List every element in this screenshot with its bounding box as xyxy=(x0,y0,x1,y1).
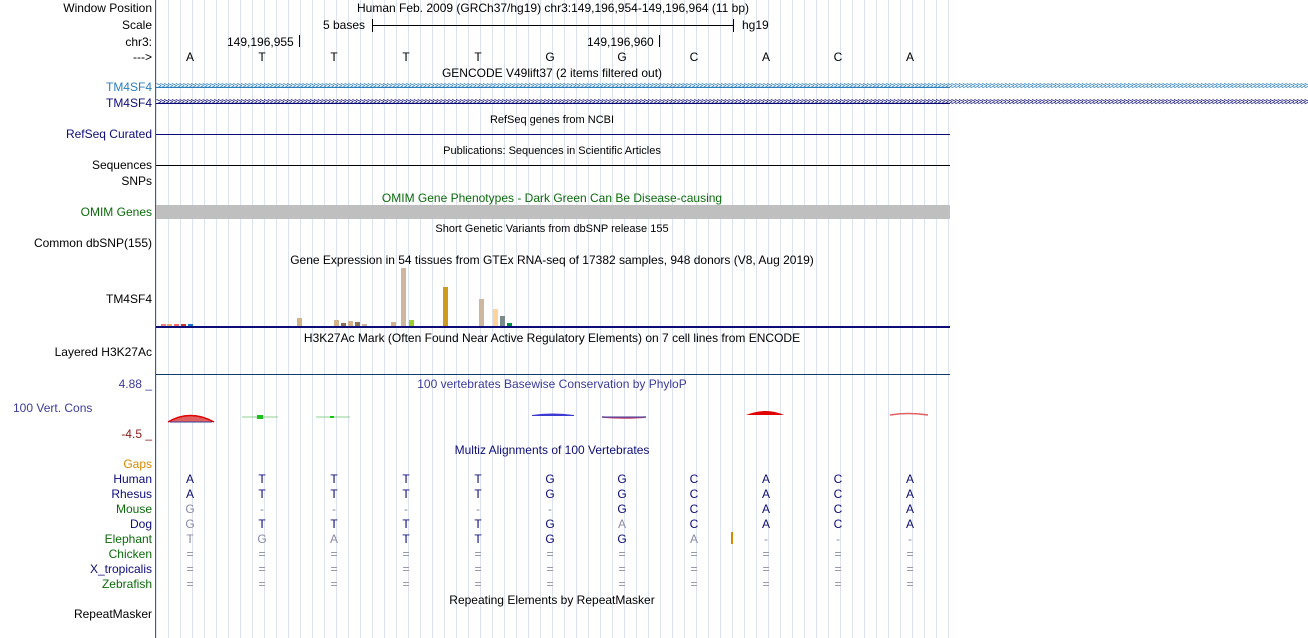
alignment-base: A xyxy=(329,532,338,546)
alignment-base: = xyxy=(186,562,194,576)
gencode-item-2-arrows: >>>>>>>>>>>>>>>>>>>>>>>>>>>>>>>>>>>>>>>>>>>>>>>>>>>>>>>>>>>>>>>>>>>>>>>>>>>>>>>>>>>>>>>>>>>>>>>>>>>>>>>>>>>>>>>>>>>>>>>>>>>>>>>>>>>>>>>>>>>>>>>>>>>>>>>>>>>>>>>>>>>>>>>>>>>>>>>>>>>>>>>>>>>>>>>>>>>>>>>>>>>>>>>>>>>>>>>>>>>>>>>>>>>>>>>>>>>>>>>>>>>>>>>>>>>>>>>>>>>>>>>>>>>>>>>>>>>>>>>>>>>>>>>>>>>>>>>>>>>> xyxy=(156,97,1308,108)
alignment-base: A xyxy=(689,532,698,546)
pos-tick-1: 149,196,955 xyxy=(227,35,294,49)
phylop-peak xyxy=(168,416,214,423)
alignment-base: = xyxy=(618,562,626,576)
pos-tick-2: 149,196,960 xyxy=(587,35,654,49)
alignment-base: = xyxy=(690,562,698,576)
gencode-item-1-arrows: >>>>>>>>>>>>>>>>>>>>>>>>>>>>>>>>>>>>>>>>>>>>>>>>>>>>>>>>>>>>>>>>>>>>>>>>>>>>>>>>>>>>>>>>>>>>>>>>>>>>>>>>>>>>>>>>>>>>>>>>>>>>>>>>>>>>>>>>>>>>>>>>>>>>>>>>>>>>>>>>>>>>>>>>>>>>>>>>>>>>>>>>>>>>>>>>>>>>>>>>>>>>>>>>>>>>>>>>>>>>>>>>>>>>>>>>>>>>>>>>>>>>>>>>>>>>>>>>>>>>>>>>>>>>>>>>>>>>>>>>>>>>>>>>>>>>>>>>>>>> xyxy=(156,81,1308,92)
alignment-base: - xyxy=(908,532,912,546)
reference-base: G xyxy=(545,50,555,64)
alignment-base: A xyxy=(761,487,770,501)
alignment-base: T xyxy=(402,532,410,546)
sequences-label[interactable]: Sequences xyxy=(91,158,152,172)
alignment-base: = xyxy=(402,547,410,561)
alignment-base: C xyxy=(833,517,843,531)
reference-base: C xyxy=(833,50,843,64)
phylop-bar xyxy=(257,415,263,419)
gtex-label[interactable]: TM4SF4 xyxy=(105,292,152,306)
phylop-max-label: 4.88 _ xyxy=(118,377,152,391)
alignment-base: G xyxy=(545,517,555,531)
species-label[interactable]: Chicken xyxy=(108,547,152,561)
alignment-base: G xyxy=(617,502,627,516)
alignment-base: T xyxy=(474,532,482,546)
alignment-base: G xyxy=(617,487,627,501)
h3k27ac-baseline xyxy=(156,374,950,375)
alignment-base: - xyxy=(476,502,480,516)
alignment-base: = xyxy=(474,577,482,591)
alignment-base: G xyxy=(617,532,627,546)
alignment-base: = xyxy=(834,577,842,591)
phylop-wiggle[interactable] xyxy=(156,405,950,429)
omim-label[interactable]: OMIM Genes xyxy=(80,205,152,219)
gtex-title: Gene Expression in 54 tissues from GTEx RNA-seq of 17382 samples, 948 donors (V8, Aug 2019) xyxy=(290,253,814,267)
reference-base: C xyxy=(689,50,699,64)
gtex-tissue-bar[interactable] xyxy=(500,316,505,326)
scale-bar xyxy=(372,25,733,26)
alignment-base: = xyxy=(258,562,266,576)
gtex-tissue-bar[interactable] xyxy=(493,309,498,326)
window-position-label: Window Position xyxy=(63,1,152,15)
alignment-base: G xyxy=(545,532,555,546)
dbsnp-label[interactable]: Common dbSNP(155) xyxy=(33,236,152,250)
alignment-base: = xyxy=(330,547,338,561)
species-label[interactable]: Mouse xyxy=(115,502,152,516)
alignment-base: G xyxy=(185,502,195,516)
alignment-base: = xyxy=(906,562,914,576)
alignment-base: = xyxy=(402,562,410,576)
reference-base: T xyxy=(474,50,482,64)
gtex-chart[interactable] xyxy=(156,268,950,328)
alignment-base: = xyxy=(186,547,194,561)
alignment-base: A xyxy=(905,502,914,516)
alignment-base: = xyxy=(762,547,770,561)
alignment-base: T xyxy=(402,487,410,501)
phylop-trace xyxy=(890,414,928,416)
alignment-base: = xyxy=(330,577,338,591)
alignment-base: = xyxy=(690,547,698,561)
repeatmasker-label[interactable]: RepeatMasker xyxy=(73,607,152,621)
alignment-base: G xyxy=(617,472,627,486)
reference-base: A xyxy=(761,50,770,64)
alignment-base: A xyxy=(761,472,770,486)
alignment-base: T xyxy=(474,472,482,486)
gtex-tissue-bar[interactable] xyxy=(479,299,484,326)
alignment-base: G xyxy=(545,487,555,501)
species-label[interactable]: Zebrafish xyxy=(101,577,152,591)
alignment-base: A xyxy=(905,517,914,531)
gaps-label: Gaps xyxy=(123,457,152,471)
alignment-base: = xyxy=(186,577,194,591)
gencode-title: GENCODE V49lift37 (2 items filtered out) xyxy=(441,66,663,80)
gtex-tissue-bar[interactable] xyxy=(443,287,448,326)
refseq-line[interactable] xyxy=(156,134,950,135)
alignment-base: - xyxy=(836,532,840,546)
alignment-base: = xyxy=(906,547,914,561)
omim-title: OMIM Gene Phenotypes - Dark Green Can Be Disease-causing xyxy=(381,191,723,205)
refseq-title: RefSeq genes from NCBI xyxy=(489,114,615,126)
alignment-base: A xyxy=(617,517,626,531)
alignment-base: T xyxy=(258,517,266,531)
alignment-base: = xyxy=(330,562,338,576)
alignment-base: T xyxy=(330,472,338,486)
alignment-base: C xyxy=(689,517,699,531)
alignment-base: = xyxy=(834,547,842,561)
phylop-label[interactable]: 100 Vert. Cons xyxy=(13,401,93,415)
chrom-label: chr3: xyxy=(125,35,152,49)
reference-base: T xyxy=(258,50,266,64)
publications-title: Publications: Sequences in Scientific Articles xyxy=(443,145,661,157)
species-label[interactable]: Dog xyxy=(129,517,152,531)
scale-text: 5 bases xyxy=(323,18,366,32)
alignment-base: G xyxy=(545,472,555,486)
species-label[interactable]: X_tropicalis xyxy=(89,562,152,576)
species-label[interactable]: Human xyxy=(113,472,152,486)
alignment-base: = xyxy=(618,577,626,591)
omim-bar[interactable] xyxy=(156,205,950,219)
gap-marker xyxy=(731,532,733,544)
alignment-base: C xyxy=(833,472,843,486)
species-label[interactable]: Elephant xyxy=(104,532,152,546)
phylop-min-label: -4.5 _ xyxy=(121,427,152,441)
phylop-peak xyxy=(746,411,784,415)
sequences-line[interactable] xyxy=(156,165,950,166)
pos-tick-mark-2 xyxy=(659,35,660,47)
alignment-base: = xyxy=(906,577,914,591)
pos-tick-mark-1 xyxy=(299,35,300,47)
alignment-base: A xyxy=(905,472,914,486)
reference-base: A xyxy=(905,50,914,64)
alignment-base: = xyxy=(546,562,554,576)
scale-label: Scale xyxy=(121,18,152,32)
alignment-base: = xyxy=(618,547,626,561)
db-label: hg19 xyxy=(742,18,769,32)
alignment-base: = xyxy=(474,562,482,576)
scale-bar-end-left xyxy=(372,19,373,32)
refseq-label[interactable]: RefSeq Curated xyxy=(65,127,152,141)
alignment-base: = xyxy=(690,577,698,591)
alignment-base: = xyxy=(402,577,410,591)
phylop-title: 100 vertebrates Basewise Conservation by PhyloP xyxy=(417,377,687,391)
alignment-base: T xyxy=(186,532,194,546)
phylop-peak xyxy=(532,414,574,417)
alignment-base: = xyxy=(258,547,266,561)
phylop-bar xyxy=(330,416,334,418)
alignment-base: C xyxy=(833,487,843,501)
snps-label[interactable]: SNPs xyxy=(121,174,152,188)
alignment-base: T xyxy=(474,487,482,501)
alignment-base: T xyxy=(402,472,410,486)
reference-base: T xyxy=(330,50,338,64)
alignment-base: T xyxy=(330,517,338,531)
alignment-base: A xyxy=(185,472,194,486)
reference-base: T xyxy=(402,50,410,64)
alignment-base: - xyxy=(548,502,552,516)
alignment-base: T xyxy=(330,487,338,501)
alignment-base: G xyxy=(257,532,267,546)
alignment-base: C xyxy=(833,502,843,516)
alignment-base: - xyxy=(404,502,408,516)
reference-base: A xyxy=(185,50,194,64)
alignment-base: - xyxy=(332,502,336,516)
alignment-base: C xyxy=(689,487,699,501)
scale-bar-end-right xyxy=(733,19,734,32)
gtex-baseline xyxy=(156,326,950,328)
alignment-base: - xyxy=(260,502,264,516)
repeatmasker-title: Repeating Elements by RepeatMasker xyxy=(449,593,655,607)
alignment-base: T xyxy=(258,472,266,486)
alignment-base: A xyxy=(761,502,770,516)
multiz-title: Multiz Alignments of 100 Vertebrates xyxy=(454,443,650,457)
h3k27ac-title: H3K27Ac Mark (Often Found Near Active Regulatory Elements) on 7 cell lines from ENCODE xyxy=(303,331,801,345)
alignment-base: A xyxy=(185,487,194,501)
alignment-base: C xyxy=(689,472,699,486)
gtex-tissue-bar[interactable] xyxy=(401,268,406,326)
assembly-position-text: Human Feb. 2009 (GRCh37/hg19) chr3:149,196,954-149,196,964 (11 bp) xyxy=(356,1,750,15)
alignment-base: T xyxy=(402,517,410,531)
alignment-base: - xyxy=(764,532,768,546)
alignment-base: = xyxy=(762,562,770,576)
alignment-base: = xyxy=(474,547,482,561)
species-label[interactable]: Rhesus xyxy=(111,487,152,501)
dbsnp-title: Short Genetic Variants from dbSNP release 155 xyxy=(435,223,669,235)
alignment-base: A xyxy=(761,517,770,531)
alignment-base: = xyxy=(546,577,554,591)
strand-label: ---> xyxy=(133,50,152,64)
reference-base: G xyxy=(617,50,627,64)
alignment-base: = xyxy=(546,547,554,561)
gencode-item-1-label[interactable]: TM4SF4 xyxy=(105,80,152,94)
alignment-base: A xyxy=(905,487,914,501)
alignment-base: = xyxy=(258,577,266,591)
h3k27ac-label[interactable]: Layered H3K27Ac xyxy=(54,345,152,359)
alignment-base: = xyxy=(834,562,842,576)
alignment-base: G xyxy=(185,517,195,531)
alignment-base: C xyxy=(689,502,699,516)
gtex-tissue-bar[interactable] xyxy=(297,318,302,326)
alignment-base: T xyxy=(474,517,482,531)
alignment-base: T xyxy=(258,487,266,501)
alignment-base: = xyxy=(762,577,770,591)
gencode-item-2-label[interactable]: TM4SF4 xyxy=(105,96,152,110)
